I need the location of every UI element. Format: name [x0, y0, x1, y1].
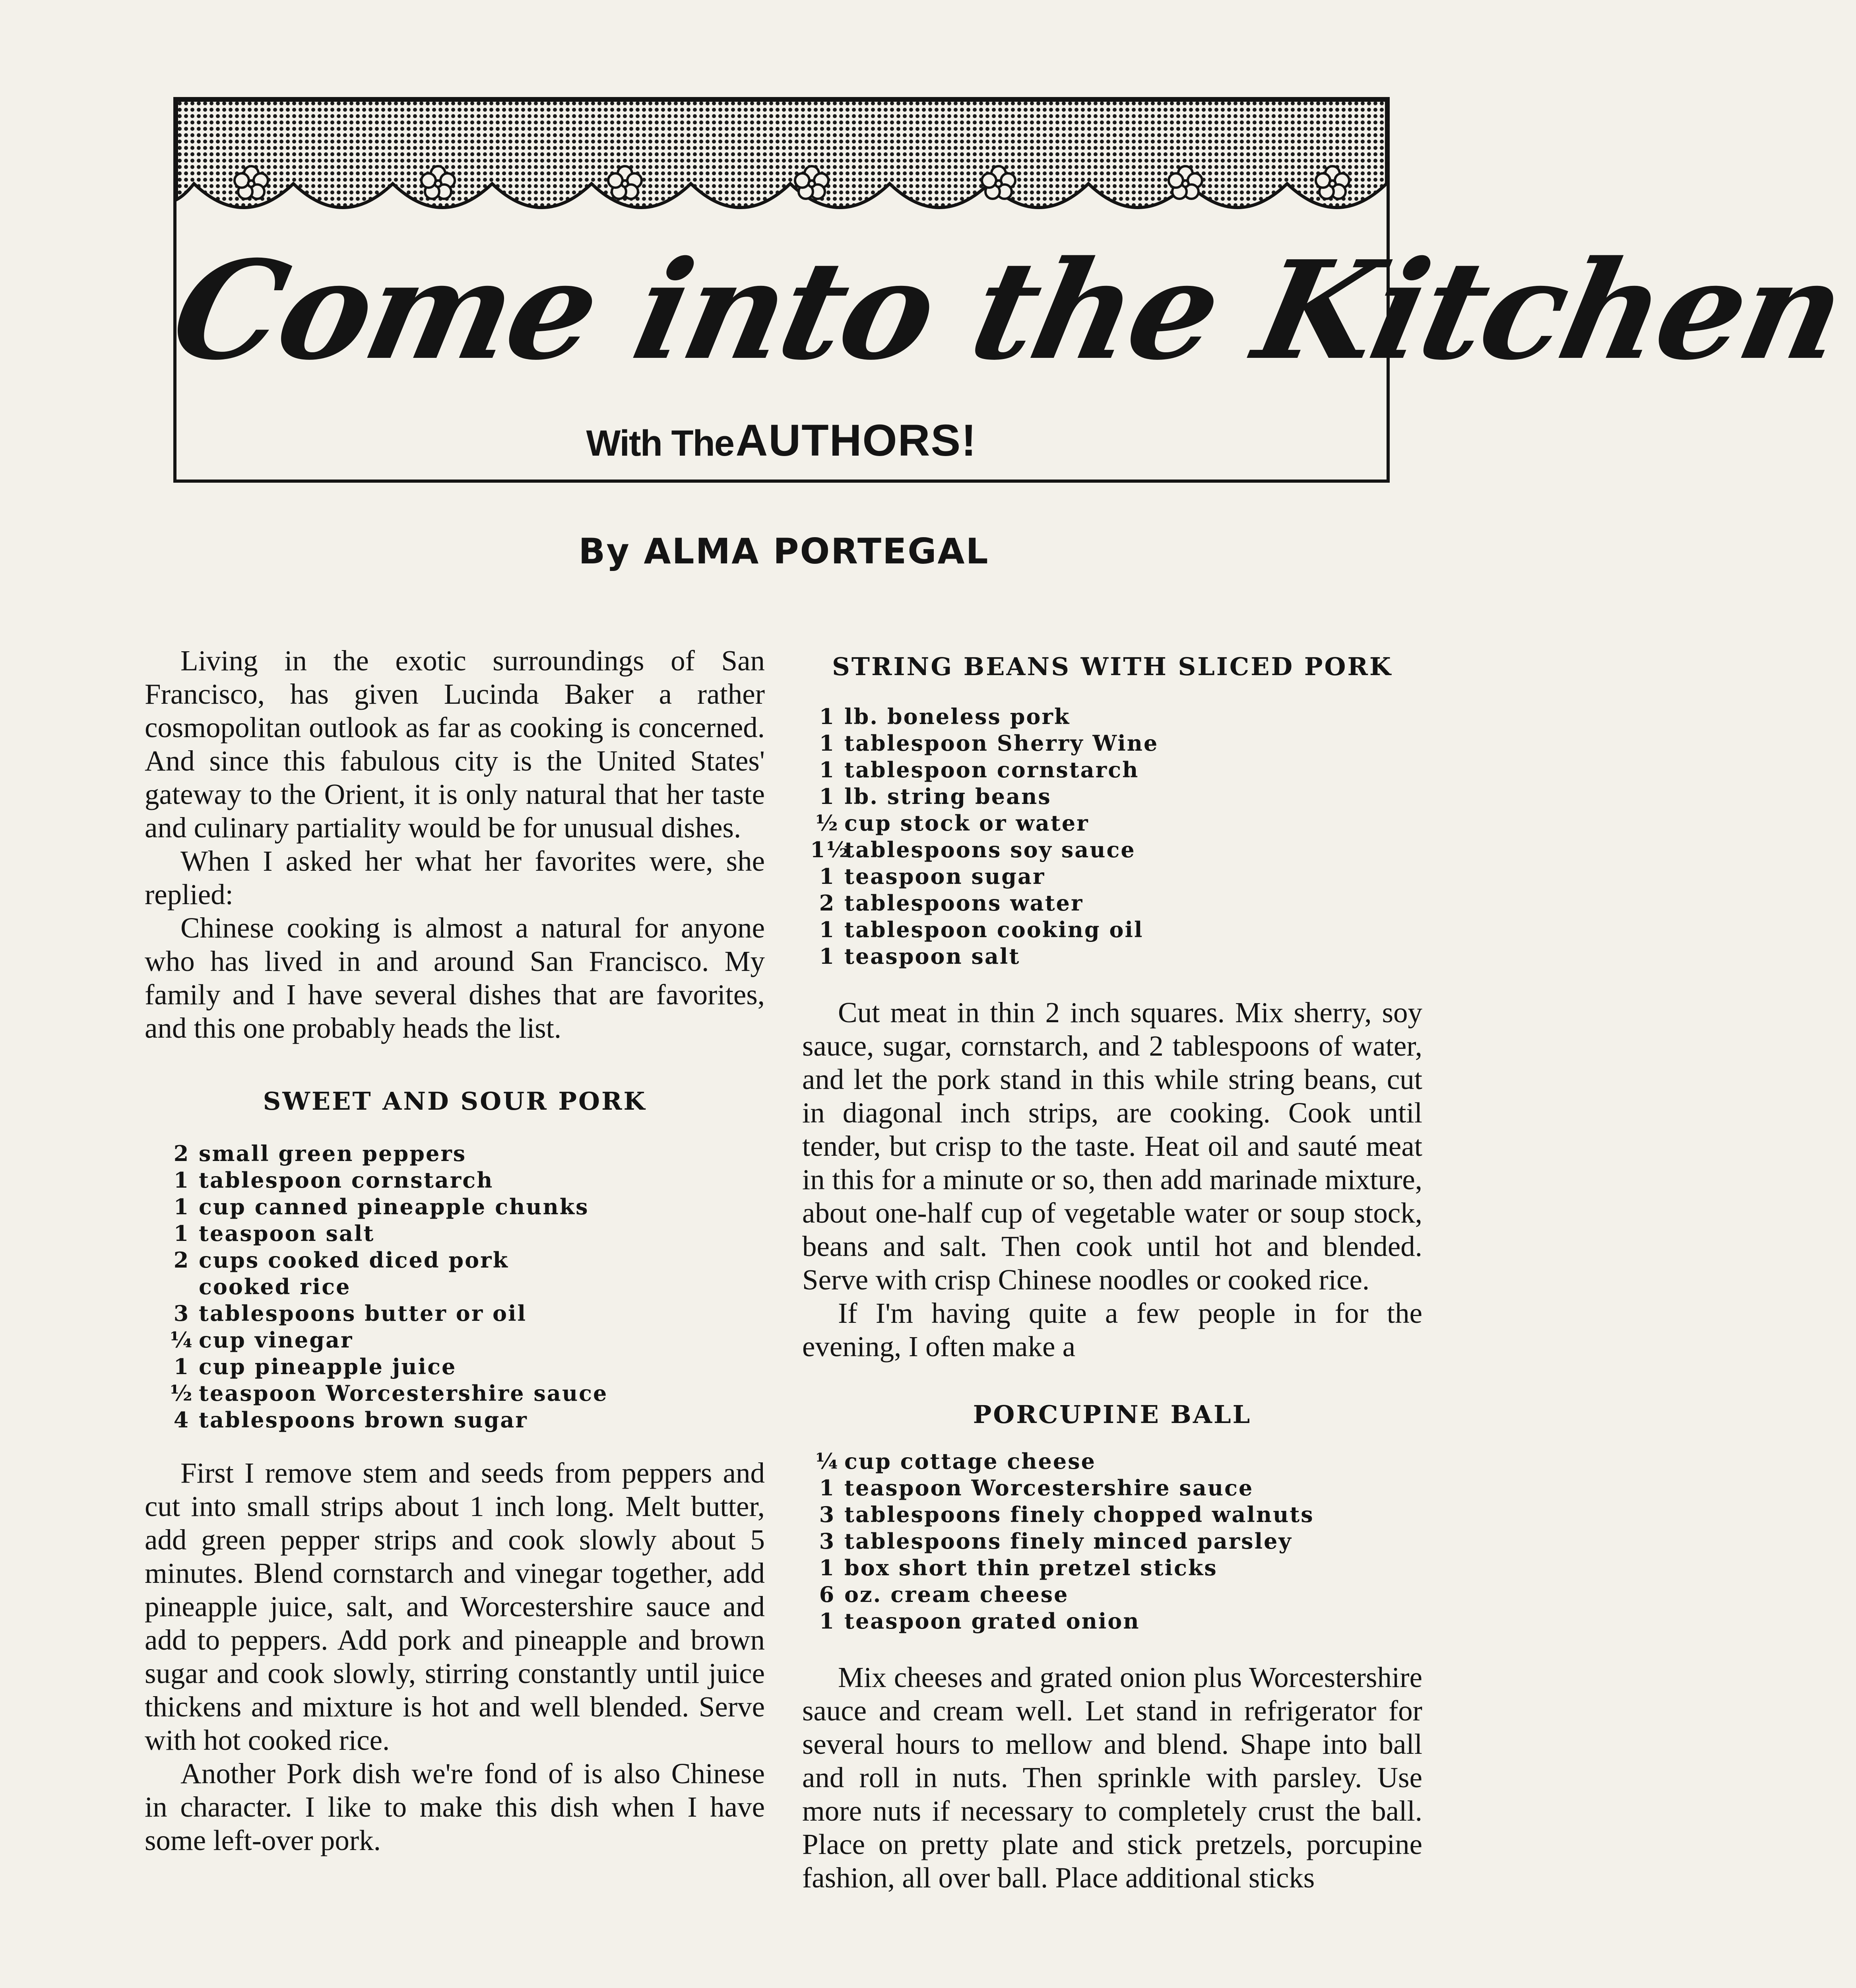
list-item: ¼ cup vinegar	[170, 1327, 353, 1353]
right-column	[802, 644, 1422, 1895]
list-item: 1 teaspoon grated onion	[819, 1608, 1140, 1634]
recipe-title-porcupine-ball: PORCUPINE BALL	[973, 1400, 1252, 1429]
list-item: 2 small green peppers	[173, 1141, 467, 1166]
list-item: 1 box short thin pretzel sticks	[819, 1555, 1218, 1580]
ingredient-list-sweet-sour-pork	[145, 1140, 765, 1433]
list-item: ½ teaspoon Worcestershire sauce	[170, 1380, 608, 1406]
list-item: 2 tablespoons water	[819, 890, 1084, 916]
subtitle-authors: AUTHORS!	[735, 415, 977, 465]
ingredient-list-porcupine-ball	[802, 1448, 1422, 1635]
directions-paragraph: Cut meat in thin 2 inch squares. Mix sherry, soy sauce, sugar, cornstarch, and 2 tablespoons of water, and let the pork stand in this while string beans, cut in diagonal inch strips, are cooking. Cook until tender, but crisp to the taste. Heat oil and sauté meat in this for a minute or so, then add marinade mixture, about one-half cup of vegetable water or soup stock, beans and salt. Then cook until hot and blended. Serve with crisp Chinese noodles or cooked rice.	[802, 996, 1422, 1296]
list-item: 1 teaspoon Worcestershire sauce	[819, 1475, 1254, 1501]
list-item: 1 teaspoon salt	[173, 1221, 375, 1246]
subtitle-with: With The	[586, 423, 734, 464]
list-item: 1½ tablespoons soy sauce	[810, 837, 1136, 862]
list-item: 6 oz. cream cheese	[819, 1582, 1069, 1607]
directions-paragraph: If I'm having quite a few people in for the evening, I often make a	[802, 1297, 1422, 1363]
list-item: 1 tablespoon cooking oil	[819, 917, 1144, 942]
directions-paragraph: Another Pork dish we're fond of is also Chinese in character. I like to make this dish when I have some left-over pork.	[145, 1757, 765, 1856]
byline: By ALMA PORTEGAL	[578, 531, 989, 572]
intro-paragraph: Chinese cooking is almost a natural for anyone who has lived in and around San Francisco. My family and I have several dishes that are favorites, and this one probably heads the list.	[145, 912, 765, 1044]
dotted-valance-pattern	[176, 100, 1387, 227]
left-column	[145, 644, 765, 1857]
list-item: 1 teaspoon salt	[819, 944, 1020, 969]
recipe-title-string-beans: STRING BEANS WITH SLICED PORK	[832, 652, 1392, 681]
ingredient-list-string-beans	[802, 703, 1422, 970]
page-title: Come into the Kitchen	[159, 231, 1856, 390]
list-item: 3 tablespoons finely chopped walnuts	[819, 1502, 1314, 1527]
header-subtitle	[176, 415, 1387, 465]
header-banner	[159, 97, 1856, 483]
list-item: ¼ cup cottage cheese	[815, 1448, 1096, 1474]
list-item: 1 tablespoon Sherry Wine	[819, 730, 1159, 756]
list-item: 3 tablespoons finely minced parsley	[819, 1528, 1292, 1554]
list-item: 3 tablespoons butter or oil	[173, 1301, 527, 1326]
list-item: 1 lb. string beans	[819, 784, 1051, 809]
directions-paragraph: First I remove stem and seeds from peppers and cut into small strips about 1 inch long. Melt butter, add green pepper strips and cook slowly about 5 minutes. Blend cornstarch and vinegar together, add pineapple juice, salt, and Worcestershire sauce and add to peppers. Add pork and pineapple and brown sugar and cook slowly, stirring constantly until juice thickens and mixture is hot and well blended. Serve with hot cooked rice.	[145, 1457, 765, 1756]
directions-paragraph: Mix cheeses and grated onion plus Worcestershire sauce and cream well. Let stand in refrigerator for several hours to mellow and blend. Shape into ball and roll in nuts. Then sprinkle with parsley. Use more nuts if necessary to completely crust the ball. Place on pretty plate and stick pretzels, porcupine fashion, all over ball. Place additional sticks	[802, 1661, 1422, 1894]
list-item: 1 teaspoon sugar	[819, 864, 1045, 889]
list-item: ½ cup stock or water	[815, 810, 1089, 836]
recipe-title-sweet-sour-pork: SWEET AND SOUR PORK	[263, 1087, 647, 1116]
list-item: 1 lb. boneless pork	[819, 704, 1071, 729]
list-item: 2 cups cooked diced pork	[173, 1247, 509, 1273]
list-item: cooked rice	[199, 1274, 351, 1299]
list-item: 1 cup pineapple juice	[173, 1354, 457, 1379]
list-item: 1 cup canned pineapple chunks	[173, 1194, 589, 1219]
list-item: 1 tablespoon cornstarch	[819, 757, 1139, 782]
list-item: 1 tablespoon cornstarch	[173, 1167, 494, 1193]
list-item: 4 tablespoons brown sugar	[173, 1407, 528, 1433]
intro-paragraph: When I asked her what her favorites were, she replied:	[145, 845, 765, 911]
intro-paragraph: Living in the exotic surroundings of San Francisco, has given Lucinda Baker a rather cosmopolitan outlook as far as cooking is concerned. And since this fabulous city is the United States' gateway to the Orient, it is only natural that her taste and culinary partiality would be for unusual dishes.	[145, 645, 765, 844]
